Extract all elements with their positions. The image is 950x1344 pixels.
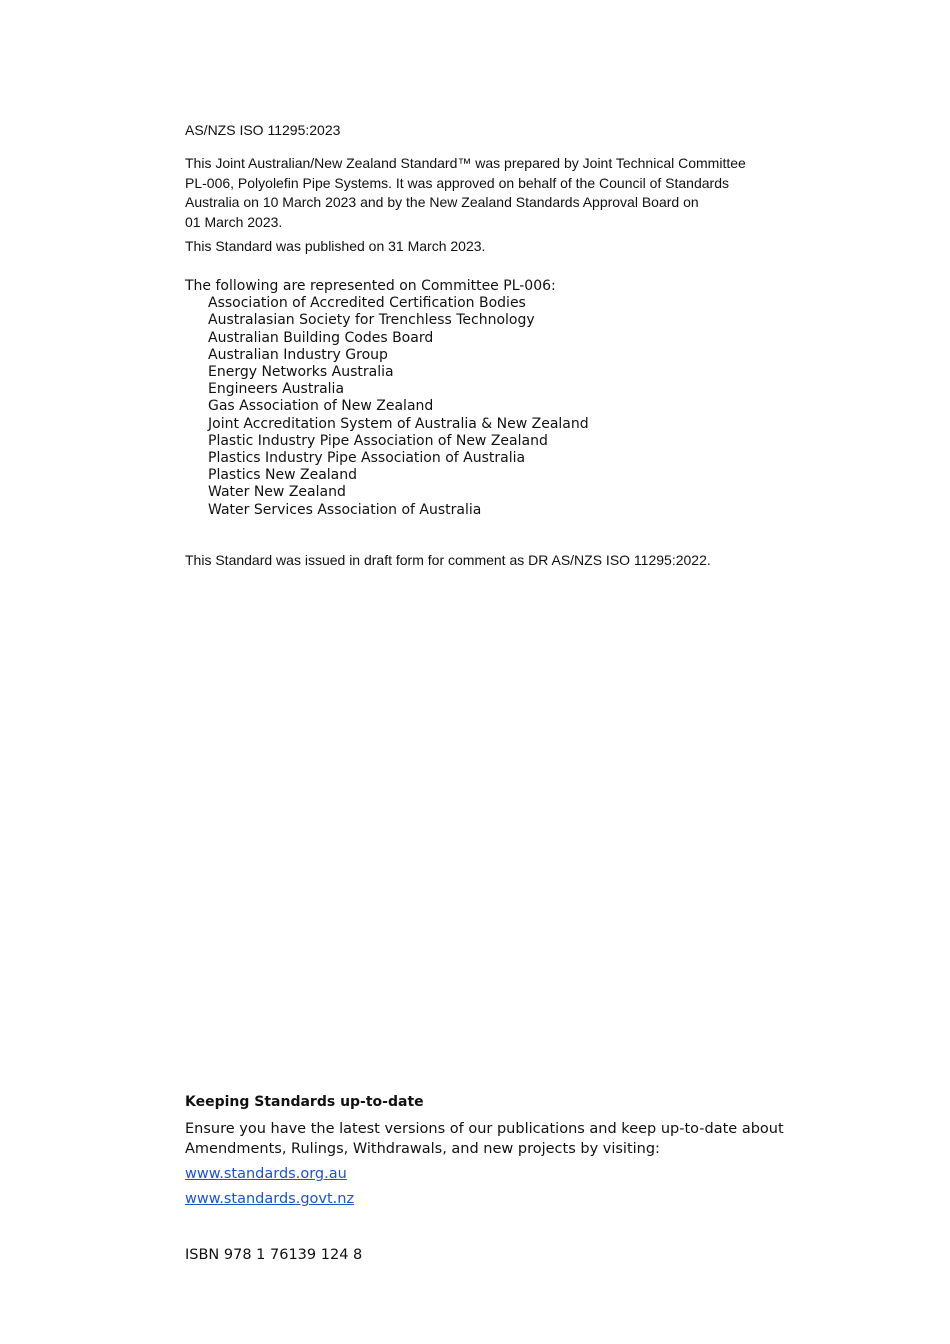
keeping-body-line: Amendments, Rulings, Withdrawals, and new projects by visiting:: [185, 1141, 660, 1157]
committee-member: Plastics New Zealand: [208, 467, 358, 484]
committee-member: Plastics Industry Pipe Association of Australia: [208, 450, 526, 467]
committee-member: Gas Association of New Zealand: [208, 398, 434, 415]
committee-member: Australian Building Codes Board: [208, 329, 434, 346]
keeping-heading: Keeping Standards up-to-date: [185, 1094, 424, 1110]
keeping-body: [185, 1119, 785, 1159]
preparation-line: This Joint Australian/New Zealand Standard™ was prepared by Joint Technical Committee: [185, 155, 746, 171]
standard-id: AS/NZS ISO 11295:2023: [185, 122, 341, 138]
committee-section: [185, 278, 589, 519]
committee-member: Engineers Australia: [208, 381, 345, 398]
preparation-line: PL-006, Polyolefin Pipe Systems. It was approved on behalf of the Council of Standards: [185, 174, 729, 191]
standards-nz-link[interactable]: www.standards.govt.nz: [185, 1191, 355, 1207]
committee-member: Association of Accredited Certification Bodies: [208, 295, 526, 312]
isbn: ISBN 978 1 76139 124 8: [185, 1247, 363, 1263]
committee-intro: The following are represented on Committee PL-006:: [185, 278, 556, 294]
preparation-line: Australia on 10 March 2023 and by the New Zealand Standards Approval Board on: [185, 194, 699, 210]
committee-member: Water Services Association of Australia: [208, 501, 482, 518]
committee-member: Australasian Society for Trenchless Technology: [208, 312, 535, 329]
preparation-paragraph: [185, 154, 785, 232]
keeping-body-line: Ensure you have the latest versions of our publications and keep up-to-date about: [185, 1121, 784, 1137]
published-statement: This Standard was published on 31 March 2023.: [185, 238, 486, 254]
committee-member: Australian Industry Group: [208, 346, 388, 363]
committee-member-list: [185, 295, 589, 519]
committee-member: Energy Networks Australia: [208, 364, 394, 381]
keeping-up-to-date-section: [185, 1094, 785, 1209]
preparation-line: 01 March 2023.: [185, 213, 283, 230]
standards-au-link[interactable]: www.standards.org.au: [185, 1166, 347, 1182]
committee-member: Plastic Industry Pipe Association of New Zealand: [208, 432, 548, 449]
draft-statement: This Standard was issued in draft form for comment as DR AS/NZS ISO 11295:2022.: [185, 552, 711, 568]
committee-member: Water New Zealand: [208, 484, 346, 501]
committee-member: Joint Accreditation System of Australia & New Zealand: [208, 415, 589, 432]
